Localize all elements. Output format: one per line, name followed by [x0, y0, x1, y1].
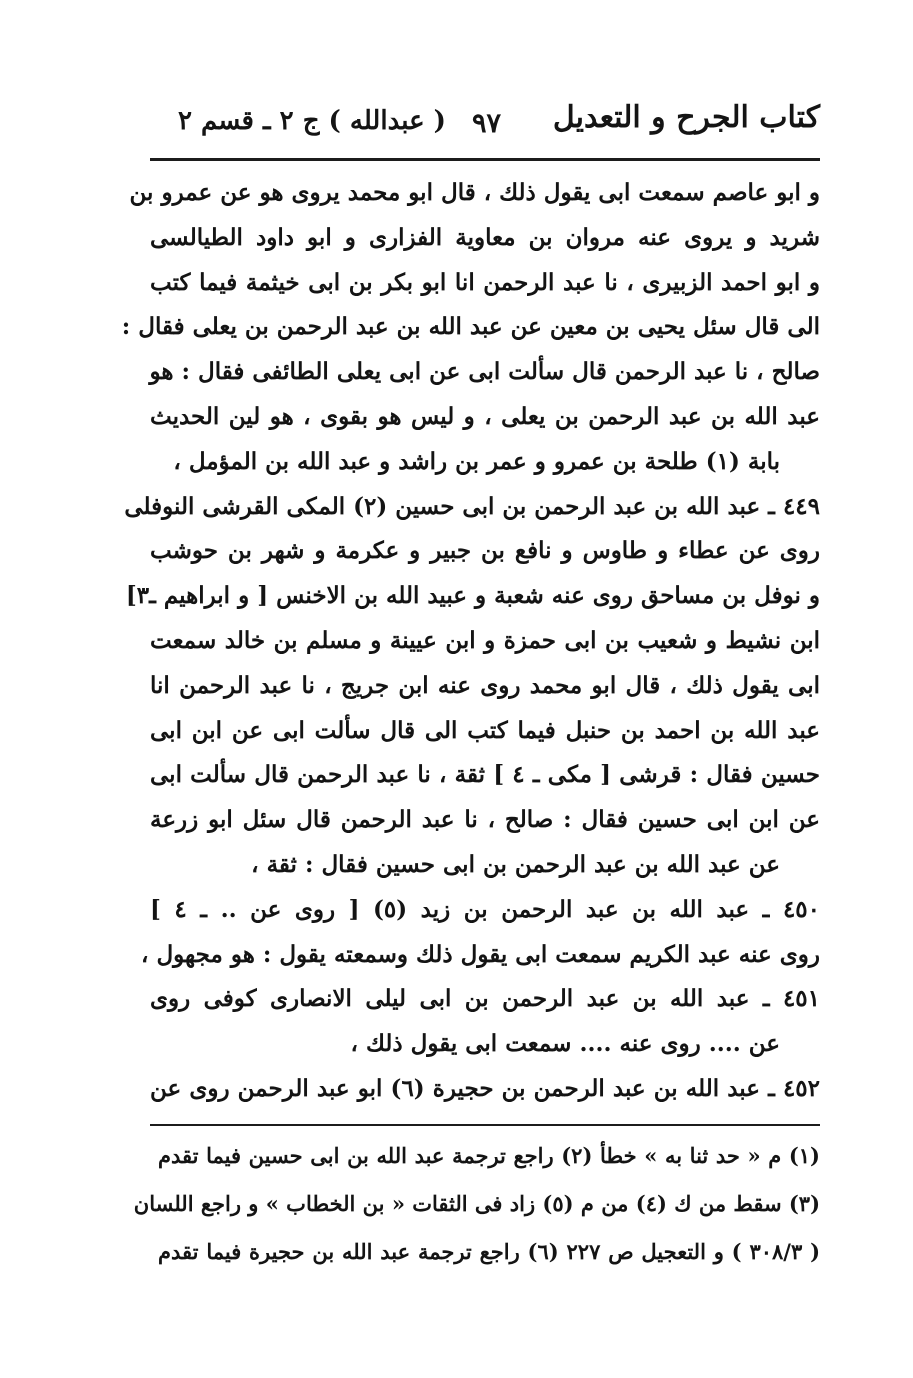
body-text — [121, 171, 821, 1112]
body-line: الى قال سئل يحيى بن معين عن عبد الله بن عبد الرحمن بن يعلى فقال : — [121, 313, 820, 341]
book-page — [121, 90, 821, 1276]
entry-450-heading: ٤٥٠ ـ عبد الله بن عبد الرحمن بن زيد (٥) [ روى عن .. ـ ٤ ] — [150, 895, 821, 923]
entry-452-heading: ٤٥٢ ـ عبد الله بن عبد الرحمن بن حجيرة (٦) ابو عبد الرحمن روى عن — [150, 1074, 821, 1102]
body-line: و ابو عاصم سمعت ابى يقول ذلك ، قال ابو محمد يروى هو عن عمرو بن — [129, 179, 820, 206]
body-line: روى عنه عبد الكريم سمعت ابى يقول ذلك وسمعته يقول : هو مجهول ، — [141, 940, 820, 968]
header-rule — [150, 158, 820, 161]
body-line: شريد و يروى عنه مروان بن معاوية الفزارى و ابو داود الطيالسى — [150, 223, 820, 251]
book-title: كتاب الجرح و التعديل — [552, 100, 820, 135]
body-line: عبد الله بن احمد بن حنبل فيما كتب الى قال سألت ابى عن ابن ابى — [150, 716, 820, 744]
body-line: و نوفل بن مساحق روى عنه شعبة و عبيد الله بن الاخنس [ و ابراهيم ـ٣] — [125, 582, 820, 610]
body-line: صالح ، نا عبد الرحمن قال سألت ابى عن ابى يعلى الطائفى فقال : هو — [149, 358, 820, 386]
body-line: حسين فقال : قرشى [ مكى ـ ٤ ] ثقة ، نا عبد الرحمن قال سألت ابى — [150, 761, 821, 789]
body-line: عن عبد الله بن عبد الرحمن بن ابى حسين فقال : ثقة ، — [251, 850, 780, 878]
footnote-rule — [150, 1124, 820, 1126]
body-line: بابة (١) طلحة بن عمرو و عمر بن راشد و عبد الله بن المؤمل ، — [173, 447, 780, 475]
footnote-line: (١) م « حد ثنا به » خطأ (٢) راجع ترجمة عبد الله بن ابى حسين فيما تقدم — [158, 1142, 820, 1168]
section-reference: ( عبدالله ) ج ٢ ـ قسم ٢ — [178, 106, 446, 136]
page-header — [150, 90, 820, 158]
body-line: روى عن عطاء و طاوس و نافع بن جبير و عكرمة و شهر بن حوشب — [150, 537, 820, 565]
footnote-line: ( ٣٠٨/٣ ) و التعجيل ص ٢٢٧ (٦) راجع ترجمة عبد الله بن حجيرة فيما تقدم — [158, 1238, 821, 1264]
entry-449-heading: ٤٤٩ ـ عبد الله بن عبد الرحمن بن ابى حسين (٢) المكى القرشى النوفلى — [124, 492, 820, 520]
page-number: ٩٧ — [472, 108, 502, 139]
body-line: عن .... روى عنه .... سمعت ابى يقول ذلك ، — [350, 1030, 780, 1058]
body-line: ابن نشيط و شعيب بن ابى حمزة و ابن عيينة و مسلم بن خالد سمعت — [150, 626, 820, 654]
entry-451-heading: ٤٥١ ـ عبد الله بن عبد الرحمن بن ابى ليلى الانصارى كوفى روى — [150, 985, 820, 1013]
footnote-line: (٣) سقط من ك (٤) من م (٥) زاد فى الثقات « بن الخطاب » و راجع اللسان — [133, 1190, 820, 1216]
body-line: عبد الله بن عبد الرحمن بن يعلى ، و ليس هو بقوى ، هو لين الحديث — [150, 402, 820, 430]
body-line: عن ابن ابى حسين فقال : صالح ، نا عبد الرحمن قال سئل ابو زرعة — [150, 806, 820, 834]
body-line: و ابو احمد الزبيرى ، نا عبد الرحمن انا ابو بكر بن ابى خيثمة فيما كتب — [150, 268, 820, 296]
footnotes — [133, 1132, 821, 1276]
body-line: ابى يقول ذلك ، قال ابو محمد روى عنه ابن جريج ، نا عبد الرحمن انا — [150, 671, 821, 699]
